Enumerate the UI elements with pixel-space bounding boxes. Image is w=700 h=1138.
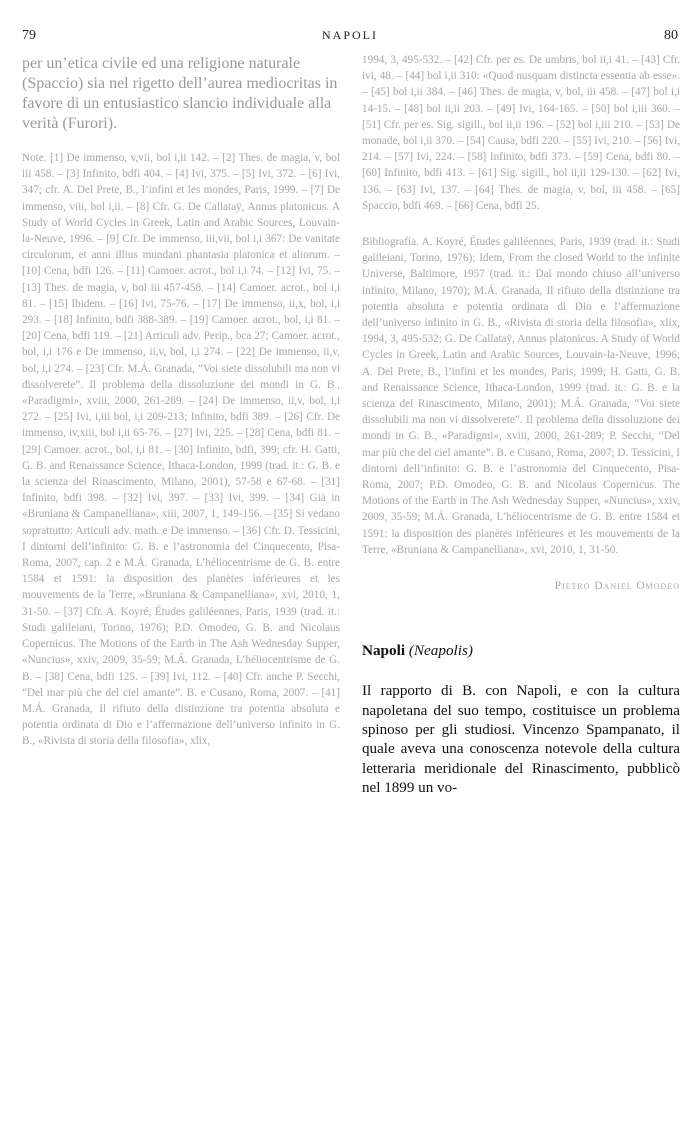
endnotes: Note. [1] De immenso, v,vii, bol i,ii 142. – [2] Thes. de magia, v, bol iii 458. – [3] Infinito, bdfi 404. – [4] Ivi, 375. – [5] Ivi, 372. – [6] Ivi, 347; cfr. A. Del Prete, B., l’infini et les mondes, Paris, 1999. – [7] De immenso, viii, bol i,ii. – [8] Cfr. G. De Callataÿ, Annus platonicus. A Study of World Cycles in Greek, Latin and Arabic Sources, Louvain-la-Neuve, 1996. – [9] Cfr. De immenso, iii,vii, bol i,i 367: De vanitate circulorum, et anni illius mundani phantasia platonica et aliorum. – [10] Cena, bdfi 126. – [11] Camoer. acrot., bol i,i 74. – [12] Ivi, 75. – [13] Thes. de magia, v, bol iii 457-458. – [14] Camoer. acrot., bol i,i 81. – [15] Ibidem. – [16] Ivi, 75-76. – [17] De immenso, ii,x, bol, i,i 293. – [18] Infinito, bdfi 388-389. – [19] Camoer. acrot., bol, i,i 81. – [20] Cena, bdfi 119. – [21] Articuli adv. Perip., bca 27; Camoer. acrot., bol, i,i 176 e De immenso, ii,v, bol, i,i 274. – [22] De immenso, ii,v, bol, i,i 274. – [23] Cfr. M.Á. Granada, “Voi siete dissolubili ma non vi dissolverete”. Il problema della dissoluzione dei mondi in G. B., «Paradigmi», xviii, 2000, 261-289. – [24] De immenso, ii,v, bol, i,i 272. – [25] Ivi, i,iii bol, i,i 209-213; Infinito, bdfi 389. – [26] Cfr. De immenso, iv,xiii, bol i,ii 65-76. – [27] Ivi, 225. – [28] Cena, bdfi 81. – [29] Camoer. acrot., bol, i,i 81. – [30] Infinito, bdfi, 399; cfr. H. Gatti, G. B. and Renaissance Science, Ithaca-London, 1999 (trad. it.: G. B. e la scienza del Rinascimento, Milano, 2001), 57-58 e 67-68. – [31] Infinito, bdfi 398. – [32] Ivi, 397. – [33] Ivi, 399. – [34] Già in «Bruniana & Campanelliana», xiii, 2007, 1, 149-156. – [35] Si vedano soprattutto: Articuli adv. math. e De immenso. – [36] Cfr. D. Tessicini, I dintorni dell’infinito: G. B. e l’astronomia del Cinquecento, Pisa-Roma, 2007, cap. 2 e M.Á. Granada, L’héliocentrisme de G. B. entre 1584 et 1591: la disposition des planètes inférieures et les mouvements de la Terre, «Bruniana & Campanelliana», xvi, 2010, 1, 31-50. – [37] Cfr. A. Koyré, Études galiléennes, Paris, 1939 (trad. it.: Studi galileiani, Torino, 1976); P.D. Omodeo, G. B. and Nicolaus Copernicus. The Motions of the Earth in The Ash Wednesday Supper, «Nuncius», xxiv, 2009, 35-59; M.Á. Granada, L’héliocentrisme de G. B. – [38] Cena, bdfi 125. – [39] Ivi, 112. – [40] Cfr. anche P. Secchi, “Del mar più che del ciel amante”. B. e Cusano, Roma, 2007. – [41] M.Á. Granada, Il rifiuto della distinzione tra potentia absoluta e potentia ordinata di Dio e l’affermazione dell’universo infinito in G. B., «Rivista di storia della filosofia», xlix, [22, 152, 340, 748]
page-number-left: 79 [22, 28, 36, 43]
entry-title: Napoli [362, 642, 406, 660]
bibliography: Bibliografia. A. Koyré, Études galiléennes, Paris, 1939 (trad. it.: Studi galileiani, Torino, 1976); Idem, From the closed World to the infinite Universe, Baltimore, 1957 (trad. it.: Dal mondo chiuso all’universo infinito, Milano, 1970); M.Á. Granada, Il rifiuto della distinzione tra potentia absoluta e potentia ordinata di Dio e l’affermazione dell’universo infinito in G. B., «Rivista di storia della filosofia», xlix, 1994, 3, 495-532; G. De Callataÿ, Annus platonicus. A Study of World Cycles in Greek, Latin and Arabic Sources, Louvain-la-Neuve, 1996; A. Del Prete, B., l’infini et les mondes, Paris, 1999; H. Gatti, G. B. and Renaissance Science, Ithaca-London, 1999 (trad. it.: G. B. e la scienza del Rinascimento, Milano, 2001); M.Á. Granada, “Voi siete dissolubili ma non vi dissolverete”. Il problema della dissoluzione dei mondi in G. B., «Paradigmi», xviii, 2000, 261-289; P. Secchi, “Del mar più che del ciel amante”. B. e Cusano, Roma, 2007; D. Tessicini, I dintorni dell’infinito: G. B. e l’astronomia del Cinquecento, Pisa-Roma, 2007; P.D. Omodeo, G. B. and Nicolaus Copernicus. The Motions of the Earth in The Ash Wednesday Supper, «Nuncius», xxiv, 2009, 35-59; M.Á. Granada, L’héliocentrisme de G. B. entre 1584 et 1591: la disposition des planètes inférieures et les mouvements de la Terre, «Bruniana & Campanelliana», xvi, 2010, 1, 31-50. [362, 236, 680, 556]
right-column [362, 52, 680, 799]
lead-paragraph: per un’etica civile ed una religione naturale (Spaccio) sia nel rigetto dell’aurea mediocritas in favore di un entusiastico slancio individuale alla verità (Furori). [22, 55, 338, 132]
entry-body: Il rapporto di B. con Napoli, e con la cultura napoletana del suo tempo, costituisce un problema spinoso per gli studiosi. Vincenzo Spampanato, il quale aveva una conoscenza notevole della cultura letteraria meridionale del Rinascimento, pubblicò nel 1899 un vo- [362, 683, 680, 797]
endnotes-continued: 1994, 3, 495-532. – [42] Cfr. per es. De umbris, bol ii,i 41. – [43] Cfr. ivi, 48. – [44] bol i,ii 310: «Quod nusquam distincta essentia ab esse». – [45] bol i,ii 384. – [46] Thes. de magia, v, bol, iii 458. – [47] bol i,i 14-15. – [48] bol ii,ii 203. – [49] Ivi, 164-165. – [50] bol i,iii 360. – [51] Cfr. per es. Sig. sigill., bol ii,ii 196. – [52] bol i,iii 210. – [53] De monade, bol i,ii 370. – [54] Causa, bdfi 220. – [55] Ivi, 210. – [56] Ivi, 214. – [57] Ivi, 224. – [58] Infinito, bdfi 373. – [59] Cena, bdfi 80. – [60] Infinito, bdfi 413. – [61] Sig. sigill., bol ii,ii 129-130. – [62] Ivi, 136. – [63] Ivi, 137. – [64] Thes. de magia, v, bol, iii 458. – [65] Spaccio, bdfi 469. – [66] Cena, bdfi 25. [362, 54, 680, 212]
entry-heading [362, 642, 680, 660]
running-title: NAPOLI [322, 28, 378, 42]
page-number-right: 80 [664, 28, 678, 43]
left-column [22, 54, 340, 750]
entry-subtitle: (Neapolis) [408, 642, 473, 660]
author-signature: Pietro Daniel Omodeo [554, 580, 680, 593]
